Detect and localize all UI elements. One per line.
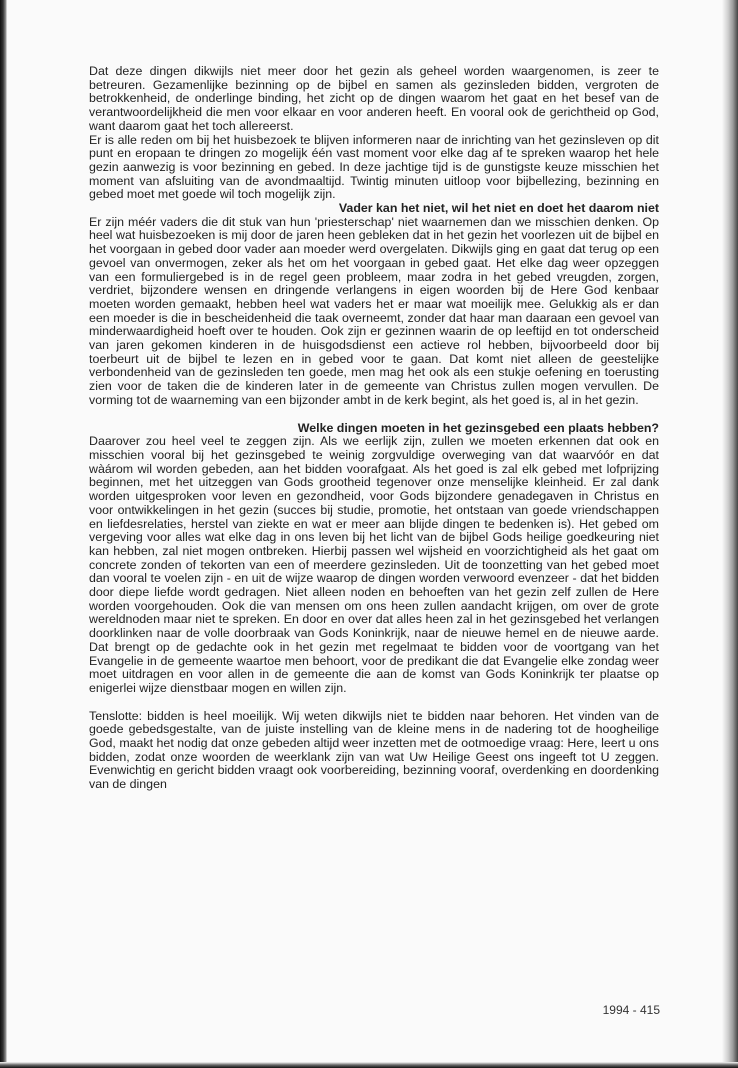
page-number: 1994 - 415 — [602, 1003, 660, 1017]
section-heading-1: Vader kan het niet, wil het niet en doet het daarom niet — [338, 201, 659, 216]
scan-edge-left — [0, 0, 7, 1068]
scan-edge-bottom — [0, 1062, 738, 1068]
scan-edge-right — [722, 0, 738, 1068]
paragraph-3: Er zijn méér vaders die dit stuk van hun 'priesterschap' niet waarnemen dan we misschien denken. Op heel wat huisbezoeken is mij door de jaren heen gebleken dat in het gezin het voorlezen uit de bijbel en het voorgaan in gebed door vader aan moeder werd overgelaten. Dikwijls ging en gaat dat terug op een gevoel van onvermogen, zeker als het om het voorgaan in gebed gaat. Het elke dag weer opzeggen van een formuliergebed is in de regel geen probleem, maar zodra in het gebed vreugden, zorgen, verdriet, bijzondere wensen en dringende verlangens in eigen woorden bij de Here God kenbaar moeten worden gemaakt, hebben heel wat vaders het er maar wat moeilijk mee. Gelukkig als er dan een moeder is die in bescheidenheid die taak overneemt, zonder dat haar man daaraan een gevoel van minderwaardigheid hoeft over te houden. Ook zijn er gezinnen waarin de op leeftijd en tot onderscheid van jaren gekomen kinderen in de huisgodsdienst een actieve rol hebben, bijvoorbeeld door bij toerbeurt uit de bijbel te lezen en in gebed voor te gaan. Dat komt niet alleen de geestelijke verbondenheid van de gezinsleden ten goede, men mag het ook als een stukje oefening en toerusting zien voor de taken die de kinderen later in de gemeente van Christus zullen mogen vervullen. De vorming tot de waarneming van een bijzonder ambt in de kerk begint, als het goed is, al in het gezin. — [89, 214, 659, 407]
article-body — [89, 65, 659, 792]
paragraph-4: Daarover zou heel veel te zeggen zijn. Als we eerlijk zijn, zullen we moeten erkennen dat ook en misschien vooral bij het gezinsgebed te weinig zorgvuldige overweging van dat waarvóór en dat wàárom wil worden gebeden, aan het bidden voorafgaat. Als het goed is zal elk gebed met lofprijzing beginnen, met het uitzeggen van Gods grootheid tegenover onze menselijke kleinheid. Er zal dank worden uitgesproken voor leven en gezondheid, voor Gods bijzondere genadegaven in Christus en voor ontwikkelingen in het gezin (succes bij studie, promotie, het ontstaan van goede vriendschappen en liefdesrelaties, herstel van ziekte en wat er meer aan blijde dingen te bedenken is). Het gebed om vergeving voor alles wat elke dag in ons leven bij het licht van de bijbel Gods heilige goedkeuring niet kan hebben, zal niet mogen ontbreken. Hierbij passen wel wijsheid en voorzichtigheid als het gaat om concrete zonden of tekorten van een of meerdere gezinsleden. Uit de toonzetting van het gebed moet dan vooral te voelen zijn - en uit de wijze waarop de dingen worden verwoord evenzeer - dat het bidden door diepe liefde wordt gedragen. Niet alleen noden en behoeften van het gezin zelf zullen de Here worden voorgehouden. Ook die van mensen om ons heen zullen aandacht krijgen, om over de grote wereldnoden maar niet te spreken. En door en over dat alles heen zal in het gezinsgebed het verlangen doorklinken naar de volle doorbraak van Gods Koninkrijk, naar de nieuwe hemel en de nieuwe aarde. Dat brengt op de gedachte ook in het gezin met regelmaat te bidden voor de voortgang van het Evangelie in de gemeente waartoe men behoort, voor de predikant die dat Evangelie elke zondag weer moet uitdragen en voor allen in de gemeente die aan de komst van Gods Koninkrijk ter plaatse op enigerlei wijze dienstbaar mogen en willen zijn. — [89, 434, 659, 695]
paragraph-5: Tenslotte: bidden is heel moeilijk. Wij weten dikwijls niet te bidden naar behoren. Het vinden van de goede gebedsgestalte, van de juiste instelling van de kleine mens in de nadering tot de hoogheilige God, maakt het nodig dat onze gebeden altijd weer inzetten met de ootmoedige vraag: Here, leert u ons bidden, zodat onze woorden de weerklank zijn van wat Uw Heilige Geest ons ingeeft tot U zeggen. Evenwichtig en gericht bidden vraagt ook voorbereiding, bezinning vooraf, overdenking en doordenking van de dingen — [89, 708, 659, 792]
section-heading-2: Welke dingen moeten in het gezinsgebed een plaats hebben? — [297, 420, 659, 435]
paragraph-2: Er is alle reden om bij het huisbezoek te blijven informeren naar de inrichting van het gezinsleven op dit punt en eropaan te dringen zo mogelijk één vast moment voor elke dag af te spreken waarop het hele gezin aanwezig is voor bezinning en gebed. In deze jachtige tijd is de gunstigste keuze misschien het moment van afsluiting van de avondmaaltijd. Twintig minuten uitloop voor bijbellezing, bezinning en gebed moet met goede wil toch mogelijk zijn. — [89, 132, 659, 202]
paragraph-1: Dat deze dingen dikwijls niet meer door het gezin als geheel worden waargenomen, is zeer te betreuren. Gezamenlijke bezinning op de bijbel en samen als gezinsleden bidden, vergroten de betrokkenheid, de onderlinge binding, het zicht op de dingen waarom het gaat en het besef van de verantwoordelijkheid die men voor elkaar en voor anderen heeft. En vooral ook de gerichtheid op God, want daarom gaat het toch allereerst. — [89, 64, 659, 133]
